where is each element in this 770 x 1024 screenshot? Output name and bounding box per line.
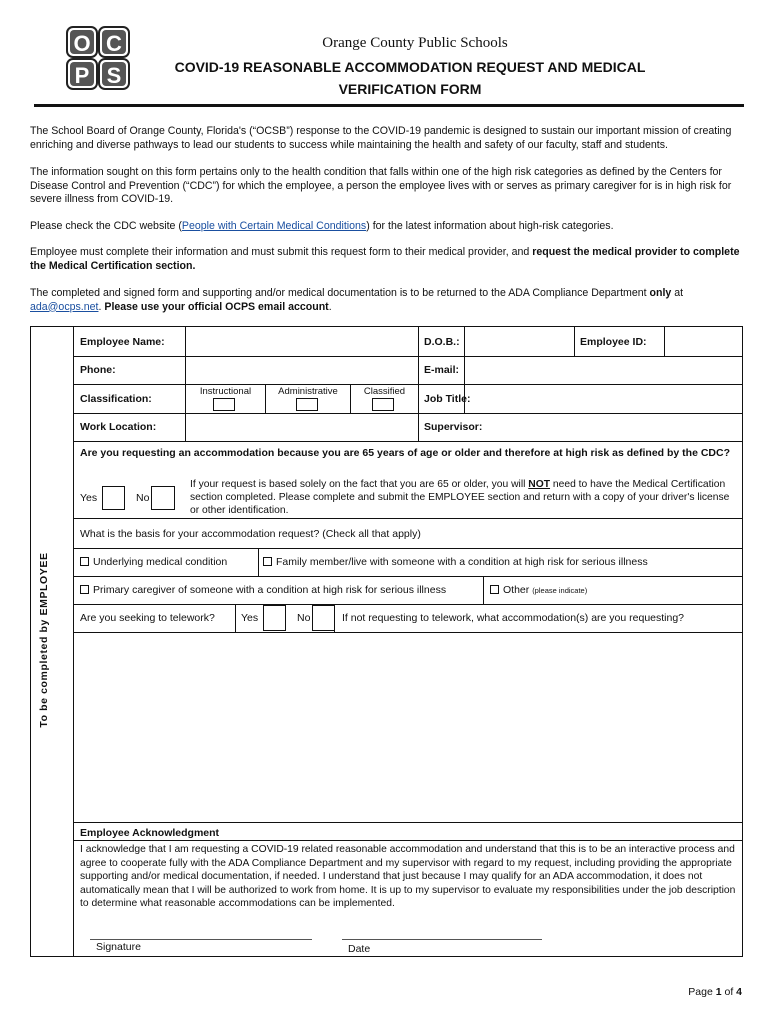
- signature-line[interactable]: [90, 939, 312, 940]
- date-label: Date: [348, 943, 371, 955]
- employee-name-label: Employee Name:: [80, 336, 165, 348]
- form-title-line1: COVID-19 REASONABLE ACCOMMODATION REQUEST AND MEDICAL: [174, 59, 646, 75]
- work-location-field[interactable]: [186, 414, 417, 441]
- organization-name: Orange County Public Schools: [322, 35, 508, 51]
- job-title-field[interactable]: [478, 386, 742, 412]
- telework-followup: If not requesting to telework, what accommodation(s) are you requesting?: [342, 612, 685, 624]
- dob-field[interactable]: [465, 327, 573, 355]
- intro-paragraph-4: Employee must complete their information and must submit this request form to their medical provider, and request the medical provider to complete the Medical Certification section.: [30, 246, 740, 272]
- job-title-label: Job Title:: [424, 393, 471, 405]
- classified-checkbox[interactable]: [372, 398, 394, 411]
- employee-id-field[interactable]: [665, 327, 742, 355]
- age-no-checkbox[interactable]: [151, 486, 175, 510]
- row-divider: [74, 604, 743, 605]
- checkbox-icon[interactable]: [80, 585, 89, 594]
- employee-name-field[interactable]: [186, 327, 417, 355]
- employee-id-label: Employee ID:: [580, 336, 647, 348]
- basis-option-caregiver[interactable]: Primary caregiver of someone with a condition at high risk for serious illness: [80, 584, 446, 596]
- telework-yes-label: Yes: [241, 612, 259, 624]
- accommodation-request-area[interactable]: [76, 634, 740, 820]
- row-divider: [74, 441, 743, 442]
- date-line[interactable]: [342, 939, 542, 940]
- phone-label: Phone:: [80, 364, 116, 376]
- form-title: [130, 56, 690, 100]
- col-divider: [418, 326, 419, 441]
- age-question: Are you requesting an accommodation because you are 65 years of age or older and therefore at high risk as defined by the CDC?: [80, 447, 731, 459]
- row-divider: [74, 518, 743, 519]
- row-divider: [74, 384, 743, 385]
- page-number: Page 1 of 4: [688, 986, 742, 998]
- intro-paragraph-3: Please check the CDC website (People with Certain Medical Conditions) for the latest information about high-risk categories.: [30, 220, 614, 232]
- ack-text: I acknowledge that I am requesting a COVID-19 related reasonable accommodation and understand that this is to be an interactive process and agree to cooperate fully with the ADA Compliance Department and my supervisor with regard to my request, including providing the appropriate supporting and/or medical documentation, if needed. I understand that just because I may qualify for an ADA accommodation, it does not automatically mean that I will be authorized to work from home. It is up to my supervisor to evaluate my responsibilities under the job description to determine what reasonable accommodations can be implemented.: [80, 844, 736, 910]
- ack-title: Employee Acknowledgment: [80, 827, 220, 839]
- instructional-checkbox[interactable]: [213, 398, 235, 411]
- form-title-line2: VERIFICATION FORM: [338, 81, 482, 97]
- col-divider: [483, 576, 484, 604]
- checkbox-icon[interactable]: [80, 557, 89, 566]
- svg-text:O: O: [73, 31, 91, 56]
- age-yes-label: Yes: [80, 492, 98, 504]
- dob-label: D.O.B.:: [424, 336, 460, 348]
- cdc-conditions-link[interactable]: People with Certain Medical Conditions: [181, 220, 367, 232]
- class-option-administrative: Administrative: [278, 386, 338, 397]
- age-no-label: No: [136, 492, 150, 504]
- intro-paragraph-5: The completed and signed form and supporting and/or medical documentation is to be returned to the ADA Compliance Department only at ada@ocps.net. Please use your official OCPS email account.: [30, 287, 684, 313]
- email-label: E-mail:: [424, 364, 460, 376]
- row-divider: [74, 548, 743, 549]
- signature-label: Signature: [96, 941, 141, 953]
- side-label: To be completed by EMPLOYEE: [38, 552, 50, 728]
- row-divider: [74, 840, 743, 841]
- row-divider: [74, 822, 743, 823]
- row-divider: [74, 576, 743, 577]
- svg-text:P: P: [74, 63, 90, 88]
- intro-paragraph-1: The School Board of Orange County, Florida's (“OCSB”) response to the COVID-19 pandemic is designed to sustain our important mission of creating enriching and diverse pathways to lead our students to success while maintaining the health and safety of our faculty, staff and students.: [30, 125, 732, 151]
- class-option-classified: Classified: [363, 386, 406, 397]
- telework-no-label: No: [297, 612, 311, 624]
- basis-option-medical[interactable]: Underlying medical condition: [80, 556, 227, 568]
- supervisor-field[interactable]: [490, 414, 742, 441]
- basis-question: What is the basis for your accommodation request? (Check all that apply): [80, 528, 421, 540]
- telework-question: Are you seeking to telework?: [80, 612, 215, 624]
- employee-sidebar: [30, 326, 74, 957]
- svg-text:S: S: [106, 63, 122, 88]
- phone-field[interactable]: [186, 357, 417, 384]
- telework-no-checkbox[interactable]: [312, 605, 335, 631]
- header-rule: [34, 104, 744, 107]
- checkbox-icon[interactable]: [263, 557, 272, 566]
- svg-text:C: C: [106, 31, 122, 56]
- work-location-label: Work Location:: [80, 421, 157, 433]
- administrative-checkbox[interactable]: [296, 398, 318, 411]
- row-divider: [74, 632, 743, 633]
- ada-email-link[interactable]: ada@ocps.net: [30, 300, 99, 313]
- age-note: If your request is based solely on the fact that you are 65 or older, you will NOT need to have the Medical Certification section completed. Please complete and submit the EMPLOYEE section and return with a copy of your driver's license or other identification.: [190, 479, 730, 516]
- telework-yes-checkbox[interactable]: [263, 605, 286, 631]
- col-divider: [235, 604, 236, 632]
- email-field[interactable]: [465, 357, 742, 384]
- class-option-instructional: Instructional: [199, 386, 252, 397]
- col-divider: [574, 326, 575, 356]
- supervisor-label: Supervisor:: [424, 421, 483, 433]
- classification-label: Classification:: [80, 393, 152, 405]
- basis-option-family[interactable]: Family member/live with someone with a condition at high risk for serious illness: [263, 556, 648, 568]
- col-divider: [258, 548, 259, 576]
- age-yes-checkbox[interactable]: [102, 486, 125, 510]
- basis-option-other[interactable]: Other (please indicate): [490, 584, 587, 596]
- checkbox-icon[interactable]: [490, 585, 499, 594]
- intro-paragraph-2: The information sought on this form pertains only to the health condition that falls within one of the high risk categories as defined by the Centers for Disease Control and Prevention (“CDC”) for which the employee, a person the employee lives with or serves as primary caregiver for is in high risk for severe illness from COVID-19.: [30, 166, 732, 205]
